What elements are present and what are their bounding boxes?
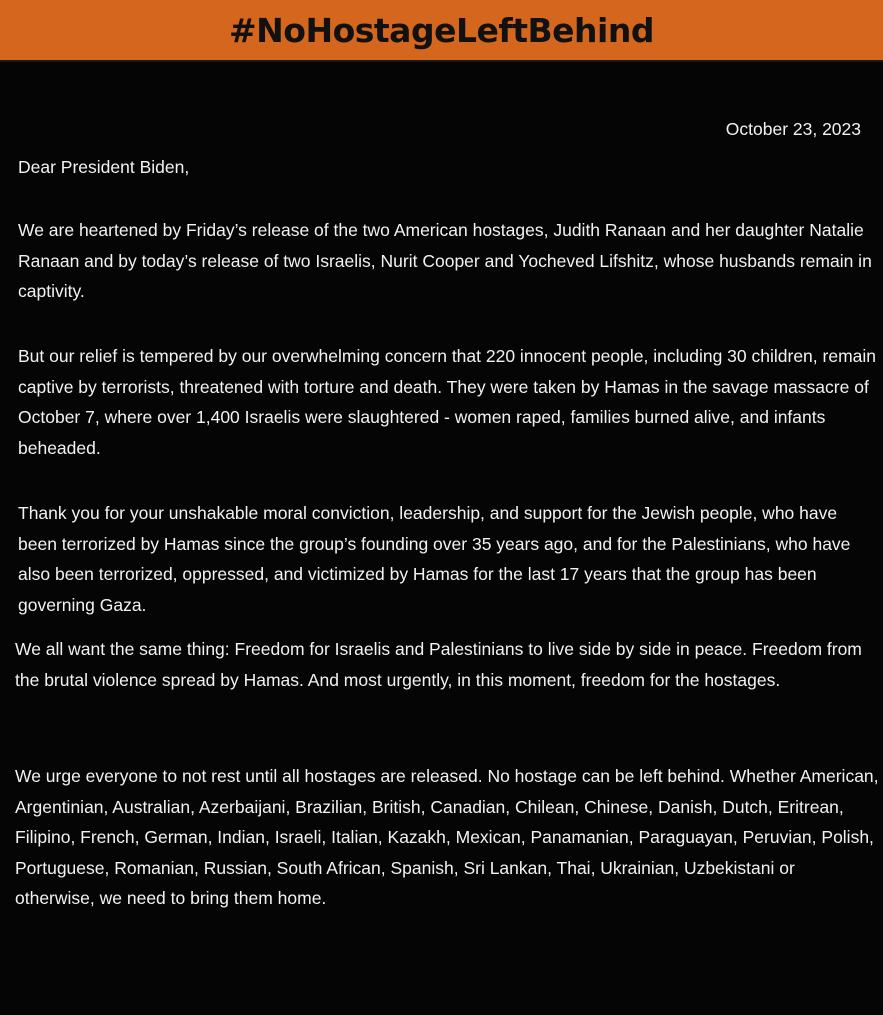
paragraph-release-news: We are heartened by Friday’s release of the two American hostages, Judith Ranaan and her daughter Natalie Ranaan and by today’s release of two Israelis, Nurit Cooper and Yocheved Lifshitz, whose husbands remain in captivity. — [18, 220, 872, 301]
paragraph-thanks: Thank you for your unshakable moral conviction, leadership, and support for the Jewish people, who have been terrorized by Hamas since the group’s founding over 35 years ago, and for the Palestinians, who have also been terrorized, oppressed, and victimized by Hamas for the last 17 years that the group has been governing Gaza. — [18, 503, 851, 615]
paragraph-captives-concern: But our relief is tempered by our overwhelming concern that 220 innocent people, including 30 children, remain captive by terrorists, threatened with torture and death. They were taken by Hamas in the savage massacre of October 7, where over 1,400 Israelis were slaughtered - women raped, families burned alive, and infants beheaded. — [18, 346, 876, 458]
paragraph-urge-release: We urge everyone to not rest until all hostages are released. No hostage can be left behind. Whether American, Argentinian, Australian, Azerbaijani, Brazilian, British, Canadian, Chilean, Chinese, Danish, Dutch, Eritrean, Filipino, French, German, Indian, Israeli, Italian, Kazakh, Mexican, Panamanian, Paraguayan, Peruvian, Polish, Portuguese, Romanian, Russian, South African, Spanish, Sri Lankan, Thai, Ukrainian, Uzbekistani or otherwise, we need to bring them home. — [15, 766, 879, 908]
salutation: Dear President Biden, — [18, 157, 190, 177]
hashtag-banner — [0, 0, 883, 62]
paragraph-shared-goal: We all want the same thing: Freedom for Israelis and Palestinians to live side by side in peace. Freedom from the brutal violence spread by Hamas. And most urgently, in this moment, freedom for the hostages. — [15, 639, 862, 690]
letter-date: October 23, 2023 — [725, 119, 861, 139]
hashtag-title: #NoHostageLeftBehind — [229, 10, 654, 50]
